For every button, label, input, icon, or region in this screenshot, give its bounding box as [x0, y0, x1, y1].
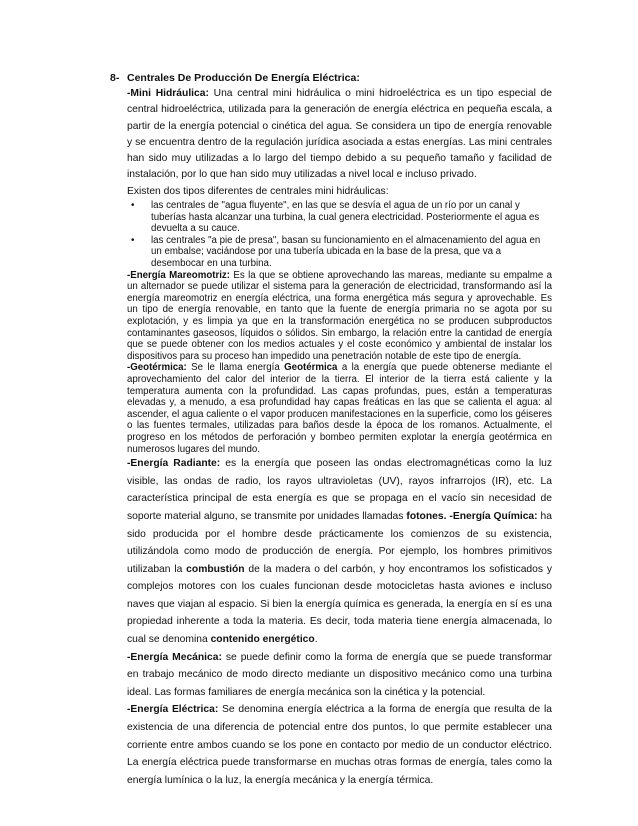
section-heading — [110, 71, 552, 86]
bullet-icon: • — [131, 200, 135, 212]
paragraph-mareomotriz — [127, 270, 552, 363]
bullet-icon: • — [131, 234, 135, 246]
quimica-text-a: ha sido producida por el hombre desde prácticamente los comienzos de su existencia, utilizándola como modo de producción de energía. Por ejemplo, los hombres primitivos utilizaban la — [127, 510, 552, 575]
radiante-bold: fotones. — [406, 510, 447, 522]
section-body — [127, 86, 552, 789]
paragraph-radiante-quimica — [127, 455, 552, 649]
mini-types-intro: Existen dos tipos diferentes de centrales mini hidráulicas: — [127, 185, 389, 197]
radiante-text-a: es la energía que poseen las ondas electromagnéticas como la luz visible, las ondas de radio, los rayos ultravioletas (UV), rayos infrarrojos (IR), etc. La característica principal de esta energía es que se propaga en el vacío sin necesidad de soporte material alguno, se transmite por unidades llamadas — [127, 458, 552, 522]
mecanica-text: se puede definir como la forma de energía que se puede transformar en trabajo mecánico de modo directo mediante un dispositivo mecánico como una turbina ideal. Las formas familiares de energía mecánica son la cinética y la potencial. — [127, 651, 552, 698]
geotermica-text-a: Se le llama energía — [186, 362, 285, 374]
quimica-bold-contenido: contenido energético — [210, 634, 315, 646]
geotermica-text-b: a la energía que puede obtenerse mediante el aprovechamiento del calor del interior de la tierra. El interior de la tierra está caliente y la temperatura aumenta con la profundidad. Las capas profundas, pues, están a temperaturas elevadas y, a menudo, a esa profundidad hay capas freáticas en las que se calienta el agua: al ascender, el agua caliente o el vapor producen manifestaciones en la superficie, como los géiseres o las fuentes termales, utilizadas para baños desde la época de los romanos. Actualmente, el progreso en los métodos de perforación y bombeo permiten explotar la energía geotérmica en numerosos lugares del mundo. — [127, 362, 552, 455]
section-title: Centrales De Producción De Energía Eléctrica: — [127, 72, 360, 84]
document-content — [110, 71, 552, 789]
quimica-text-c: . — [314, 634, 318, 646]
term-mecanica: -Energía Mecánica: — [127, 651, 222, 663]
mini-types-list — [127, 200, 552, 270]
quimica-bold-combustion: combustión — [186, 563, 245, 575]
term-geotermica: -Geotérmica: — [127, 362, 187, 374]
mini-hidraulica-text: Una central mini hidráulica o mini hidroeléctrica es un tipo especial de central hidroeléctrica, utilizada para la generación de energía eléctrica en pequeña escala, a partir de la energía potencial o cinética del agua. Se considera un tipo de energía renovable y se encuentra dentro de la regulación jurídica asociada a estas energías. Las mini centrales han sido muy utilizadas a lo largo del tiempo debido a su pequeño tamaño y facilidad de instalación, por lo que han sido muy utilizadas a nivel local e incluso privado. — [127, 88, 553, 181]
quimica-text-b: de la madera o del carbón, y hoy encontramos los sofisticados y complejos motores con los cuales funcionan desde motocicletas hasta aviones e incluso naves que viajan al espacio. Si bien la energía química es generada, la energía en sí es una propiedad inherente a toda la materia. Es decir, toda materia tiene energía almacenada, lo cual se denomina — [127, 563, 552, 646]
mareomotriz-text: Es la que se obtiene aprovechando las mareas, mediante su empalme a un alternador se puede utilizar el sistema para la generación de electricidad, transformando así la energía mareomotriz en energía eléctrica, una forma energética más segura y aprovechable. Es un tipo de energía renovable, en tanto que la fuente de energía primaria no se agota por su explotación, y es limpia ya que en la transformación energética no se producen subproductos contaminantes gaseosos, líquidos o sólidos. Sin embargo, la relación entre la cantidad de energía que se puede obtener con los medios actuales y el coste económico y ambiental de instalar los dispositivos para su proceso han impedido una penetración notable de este tipo de energía. — [127, 269, 552, 362]
term-mareomotriz: -Energía Mareomotriz: — [127, 269, 230, 281]
term-radiante: -Energía Radiante: — [127, 458, 221, 470]
list-item — [127, 200, 552, 235]
geotermica-bold: Geotérmica — [284, 362, 338, 374]
electrica-text: Se denomina energía eléctrica a la forma de energía que resulta de la existencia de una diferencia de potencial entre dos puntos, lo que permite establecer una corriente entre ambos cuando se los pone en contacto por medio de un conductor eléctrico. La energía eléctrica puede transformarse en muchas otras formas de energía, tales como la energía lumínica o la luz, la energía mecánica y la energía térmica. — [127, 704, 553, 786]
paragraph-geotermica — [127, 362, 552, 455]
term-quimica: -Energía Química: — [449, 510, 538, 522]
bullet-text: las centrales de "agua fluyente", en las que se desvía el agua de un río por un canal y tuberías hasta alcanzar una turbina, la cual genera electricidad. Posteriormente el agua es devuelta a su cauce. — [151, 200, 540, 235]
list-item — [127, 235, 552, 270]
term-mini-hidraulica: -Mini Hidráulica: — [127, 88, 209, 99]
paragraph-electrica — [127, 701, 552, 789]
paragraph-mini-hidraulica — [127, 86, 552, 184]
term-electrica: -Energía Eléctrica: — [127, 704, 219, 716]
paragraph-mecanica — [127, 649, 552, 702]
bullet-text: las centrales "a pie de presa", basan su funcionamiento en el almacenamiento del agua en un embalse; vaciándose por una tubería ubicada en la base de la presa, que va a desembocar en una turbina. — [151, 234, 541, 270]
section-number: 8- — [110, 72, 120, 84]
